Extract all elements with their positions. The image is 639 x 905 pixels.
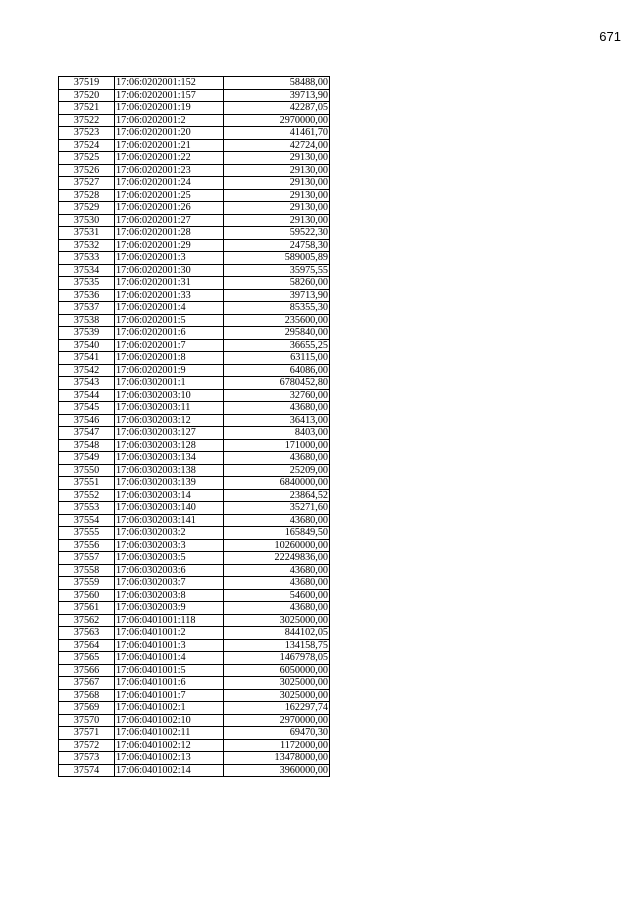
row-number-cell: 37522	[59, 114, 115, 127]
cadastral-value-cell: 29130,00	[224, 152, 330, 165]
row-number-cell: 37524	[59, 139, 115, 152]
cadastral-number-cell: 17:06:0302001:1	[115, 377, 224, 390]
cadastral-number-cell: 17:06:0202001:3	[115, 252, 224, 265]
page-number: 671	[599, 29, 621, 44]
row-number-cell: 37551	[59, 477, 115, 490]
row-number-cell: 37558	[59, 564, 115, 577]
cadastral-value-cell: 35271,60	[224, 502, 330, 515]
table-row	[59, 77, 330, 90]
row-number-cell: 37564	[59, 639, 115, 652]
table-row	[59, 577, 330, 590]
cadastral-number-cell: 17:06:0202001:9	[115, 364, 224, 377]
cadastral-number-cell: 17:06:0302003:11	[115, 402, 224, 415]
cadastral-number-cell: 17:06:0302003:12	[115, 414, 224, 427]
table-row	[59, 214, 330, 227]
table-row	[59, 89, 330, 102]
cadastral-number-cell: 17:06:0401001:4	[115, 652, 224, 665]
cadastral-value-cell: 295840,00	[224, 327, 330, 340]
row-number-cell: 37539	[59, 327, 115, 340]
table-row	[59, 427, 330, 440]
table-row	[59, 114, 330, 127]
row-number-cell: 37525	[59, 152, 115, 165]
table-row	[59, 502, 330, 515]
cadastral-number-cell: 17:06:0202001:23	[115, 164, 224, 177]
cadastral-number-cell: 17:06:0302003:8	[115, 589, 224, 602]
cadastral-value-cell: 85355,30	[224, 302, 330, 315]
table-row	[59, 464, 330, 477]
cadastral-number-cell: 17:06:0302003:140	[115, 502, 224, 515]
row-number-cell: 37540	[59, 339, 115, 352]
row-number-cell: 37537	[59, 302, 115, 315]
table-row	[59, 439, 330, 452]
cadastral-value-cell: 3025000,00	[224, 677, 330, 690]
row-number-cell: 37570	[59, 714, 115, 727]
table-row	[59, 602, 330, 615]
cadastral-value-cell: 58260,00	[224, 277, 330, 290]
table-row	[59, 564, 330, 577]
row-number-cell: 37573	[59, 752, 115, 765]
table-row	[59, 627, 330, 640]
cadastral-number-cell: 17:06:0401001:7	[115, 689, 224, 702]
row-number-cell: 37546	[59, 414, 115, 427]
row-number-cell: 37541	[59, 352, 115, 365]
row-number-cell: 37554	[59, 514, 115, 527]
cadastral-number-cell: 17:06:0202001:31	[115, 277, 224, 290]
table-row	[59, 339, 330, 352]
row-number-cell: 37555	[59, 527, 115, 540]
table-row	[59, 539, 330, 552]
cadastral-value-cell: 39713,90	[224, 89, 330, 102]
cadastral-number-cell: 17:06:0202001:157	[115, 89, 224, 102]
table-row	[59, 302, 330, 315]
cadastral-number-cell: 17:06:0202001:5	[115, 314, 224, 327]
cadastral-number-cell: 17:06:0401001:3	[115, 639, 224, 652]
table-row	[59, 739, 330, 752]
cadastral-value-cell: 2970000,00	[224, 714, 330, 727]
row-number-cell: 37535	[59, 277, 115, 290]
row-number-cell: 37536	[59, 289, 115, 302]
row-number-cell: 37521	[59, 102, 115, 115]
row-number-cell: 37529	[59, 202, 115, 215]
cadastral-value-cell: 58488,00	[224, 77, 330, 90]
cadastral-number-cell: 17:06:0202001:22	[115, 152, 224, 165]
table-row	[59, 552, 330, 565]
table-row	[59, 327, 330, 340]
cadastral-number-cell: 17:06:0401002:11	[115, 727, 224, 740]
cadastral-value-cell: 162297,74	[224, 702, 330, 715]
cadastral-number-cell: 17:06:0401002:10	[115, 714, 224, 727]
row-number-cell: 37548	[59, 439, 115, 452]
cadastral-value-cell: 25209,00	[224, 464, 330, 477]
cadastral-number-cell: 17:06:0202001:21	[115, 139, 224, 152]
table-row	[59, 189, 330, 202]
cadastral-number-cell: 17:06:0202001:30	[115, 264, 224, 277]
cadastral-value-cell: 63115,00	[224, 352, 330, 365]
table-row	[59, 139, 330, 152]
cadastral-value-cell: 36655,25	[224, 339, 330, 352]
cadastral-value-cell: 134158,75	[224, 639, 330, 652]
cadastral-value-cell: 3025000,00	[224, 689, 330, 702]
row-number-cell: 37528	[59, 189, 115, 202]
cadastral-number-cell: 17:06:0302003:7	[115, 577, 224, 590]
cadastral-number-cell: 17:06:0202001:8	[115, 352, 224, 365]
cadastral-value-cell: 36413,00	[224, 414, 330, 427]
row-number-cell: 37526	[59, 164, 115, 177]
table-row	[59, 664, 330, 677]
cadastral-number-cell: 17:06:0202001:20	[115, 127, 224, 140]
row-number-cell: 37527	[59, 177, 115, 190]
cadastral-number-cell: 17:06:0202001:7	[115, 339, 224, 352]
row-number-cell: 37563	[59, 627, 115, 640]
cadastral-value-cell: 235600,00	[224, 314, 330, 327]
cadastral-value-cell: 29130,00	[224, 214, 330, 227]
table-row	[59, 452, 330, 465]
cadastral-value-cell: 29130,00	[224, 177, 330, 190]
cadastral-value-table	[58, 76, 330, 777]
cadastral-number-cell: 17:06:0302003:3	[115, 539, 224, 552]
cadastral-value-cell: 22249836,00	[224, 552, 330, 565]
table-row	[59, 689, 330, 702]
cadastral-value-cell: 6050000,00	[224, 664, 330, 677]
table-row	[59, 127, 330, 140]
table-row	[59, 239, 330, 252]
table-row	[59, 152, 330, 165]
cadastral-value-cell: 43680,00	[224, 577, 330, 590]
cadastral-value-cell: 1172000,00	[224, 739, 330, 752]
cadastral-value-cell: 1467978,05	[224, 652, 330, 665]
cadastral-number-cell: 17:06:0202001:29	[115, 239, 224, 252]
cadastral-value-cell: 39713,90	[224, 289, 330, 302]
cadastral-value-cell: 32760,00	[224, 389, 330, 402]
table-row	[59, 177, 330, 190]
cadastral-number-cell: 17:06:0202001:2	[115, 114, 224, 127]
table-row	[59, 714, 330, 727]
cadastral-value-cell: 41461,70	[224, 127, 330, 140]
row-number-cell: 37550	[59, 464, 115, 477]
cadastral-number-cell: 17:06:0302003:10	[115, 389, 224, 402]
row-number-cell: 37552	[59, 489, 115, 502]
cadastral-value-cell: 171000,00	[224, 439, 330, 452]
cadastral-value-cell: 13478000,00	[224, 752, 330, 765]
row-number-cell: 37572	[59, 739, 115, 752]
table-row	[59, 489, 330, 502]
cadastral-value-cell: 6840000,00	[224, 477, 330, 490]
row-number-cell: 37523	[59, 127, 115, 140]
cadastral-number-cell: 17:06:0401002:12	[115, 739, 224, 752]
cadastral-number-cell: 17:06:0202001:19	[115, 102, 224, 115]
table-row	[59, 227, 330, 240]
row-number-cell: 37559	[59, 577, 115, 590]
table-row	[59, 652, 330, 665]
row-number-cell: 37519	[59, 77, 115, 90]
row-number-cell: 37571	[59, 727, 115, 740]
row-number-cell: 37561	[59, 602, 115, 615]
cadastral-value-cell: 29130,00	[224, 202, 330, 215]
table-row	[59, 639, 330, 652]
row-number-cell: 37538	[59, 314, 115, 327]
table-row	[59, 202, 330, 215]
cadastral-number-cell: 17:06:0401002:14	[115, 764, 224, 777]
cadastral-value-cell: 43680,00	[224, 452, 330, 465]
row-number-cell: 37562	[59, 614, 115, 627]
cadastral-value-cell: 10260000,00	[224, 539, 330, 552]
cadastral-number-cell: 17:06:0202001:26	[115, 202, 224, 215]
row-number-cell: 37557	[59, 552, 115, 565]
table-row	[59, 677, 330, 690]
row-number-cell: 37533	[59, 252, 115, 265]
table-row	[59, 352, 330, 365]
cadastral-value-cell: 43680,00	[224, 564, 330, 577]
cadastral-number-cell: 17:06:0202001:152	[115, 77, 224, 90]
cadastral-number-cell: 17:06:0302003:138	[115, 464, 224, 477]
row-number-cell: 37565	[59, 652, 115, 665]
table-row	[59, 477, 330, 490]
row-number-cell: 37532	[59, 239, 115, 252]
table-row	[59, 164, 330, 177]
table-body	[59, 77, 330, 777]
table-row	[59, 702, 330, 715]
cadastral-value-cell: 43680,00	[224, 402, 330, 415]
cadastral-number-cell: 17:06:0302003:9	[115, 602, 224, 615]
table-row	[59, 289, 330, 302]
row-number-cell: 37556	[59, 539, 115, 552]
row-number-cell: 37545	[59, 402, 115, 415]
cadastral-value-cell: 24758,30	[224, 239, 330, 252]
cadastral-number-cell: 17:06:0202001:6	[115, 327, 224, 340]
cadastral-value-cell: 43680,00	[224, 514, 330, 527]
cadastral-value-cell: 29130,00	[224, 164, 330, 177]
row-number-cell: 37553	[59, 502, 115, 515]
cadastral-value-cell: 42287,05	[224, 102, 330, 115]
table-row	[59, 314, 330, 327]
cadastral-number-cell: 17:06:0302003:128	[115, 439, 224, 452]
row-number-cell: 37544	[59, 389, 115, 402]
cadastral-number-cell: 17:06:0202001:4	[115, 302, 224, 315]
table-row	[59, 527, 330, 540]
cadastral-value-cell: 3960000,00	[224, 764, 330, 777]
table-row	[59, 414, 330, 427]
row-number-cell: 37566	[59, 664, 115, 677]
cadastral-value-cell: 59522,30	[224, 227, 330, 240]
cadastral-value-cell: 43680,00	[224, 602, 330, 615]
table-row	[59, 764, 330, 777]
cadastral-number-cell: 17:06:0302003:127	[115, 427, 224, 440]
row-number-cell: 37542	[59, 364, 115, 377]
row-number-cell: 37547	[59, 427, 115, 440]
table-row	[59, 252, 330, 265]
cadastral-value-cell: 64086,00	[224, 364, 330, 377]
cadastral-value-cell: 23864,52	[224, 489, 330, 502]
table-row	[59, 377, 330, 390]
row-number-cell: 37520	[59, 89, 115, 102]
cadastral-number-cell: 17:06:0202001:33	[115, 289, 224, 302]
cadastral-number-cell: 17:06:0302003:14	[115, 489, 224, 502]
cadastral-number-cell: 17:06:0401001:118	[115, 614, 224, 627]
table-row	[59, 102, 330, 115]
cadastral-number-cell: 17:06:0401001:5	[115, 664, 224, 677]
table-row	[59, 277, 330, 290]
row-number-cell: 37560	[59, 589, 115, 602]
cadastral-number-cell: 17:06:0202001:28	[115, 227, 224, 240]
table-row	[59, 514, 330, 527]
cadastral-value-cell: 29130,00	[224, 189, 330, 202]
cadastral-value-cell: 6780452,80	[224, 377, 330, 390]
row-number-cell: 37543	[59, 377, 115, 390]
table-row	[59, 264, 330, 277]
cadastral-value-cell: 35975,55	[224, 264, 330, 277]
table-row	[59, 402, 330, 415]
cadastral-value-cell: 3025000,00	[224, 614, 330, 627]
table-row	[59, 727, 330, 740]
cadastral-value-cell: 54600,00	[224, 589, 330, 602]
row-number-cell: 37567	[59, 677, 115, 690]
cadastral-value-cell: 165849,50	[224, 527, 330, 540]
table-row	[59, 589, 330, 602]
row-number-cell: 37569	[59, 702, 115, 715]
cadastral-number-cell: 17:06:0401002:1	[115, 702, 224, 715]
cadastral-number-cell: 17:06:0202001:24	[115, 177, 224, 190]
cadastral-number-cell: 17:06:0302003:134	[115, 452, 224, 465]
cadastral-value-cell: 844102,05	[224, 627, 330, 640]
cadastral-number-cell: 17:06:0302003:139	[115, 477, 224, 490]
cadastral-number-cell: 17:06:0302003:6	[115, 564, 224, 577]
cadastral-value-cell: 69470,30	[224, 727, 330, 740]
cadastral-value-cell: 2970000,00	[224, 114, 330, 127]
cadastral-number-cell: 17:06:0202001:25	[115, 189, 224, 202]
cadastral-number-cell: 17:06:0401002:13	[115, 752, 224, 765]
table-row	[59, 364, 330, 377]
cadastral-value-cell: 42724,00	[224, 139, 330, 152]
table-row	[59, 389, 330, 402]
cadastral-number-cell: 17:06:0401001:2	[115, 627, 224, 640]
cadastral-number-cell: 17:06:0202001:27	[115, 214, 224, 227]
row-number-cell: 37530	[59, 214, 115, 227]
table-row	[59, 614, 330, 627]
row-number-cell: 37549	[59, 452, 115, 465]
cadastral-number-cell: 17:06:0302003:5	[115, 552, 224, 565]
row-number-cell: 37534	[59, 264, 115, 277]
row-number-cell: 37574	[59, 764, 115, 777]
cadastral-value-cell: 8403,00	[224, 427, 330, 440]
cadastral-number-cell: 17:06:0302003:2	[115, 527, 224, 540]
table-row	[59, 752, 330, 765]
row-number-cell: 37568	[59, 689, 115, 702]
cadastral-value-cell: 589005,89	[224, 252, 330, 265]
cadastral-number-cell: 17:06:0302003:141	[115, 514, 224, 527]
row-number-cell: 37531	[59, 227, 115, 240]
cadastral-number-cell: 17:06:0401001:6	[115, 677, 224, 690]
